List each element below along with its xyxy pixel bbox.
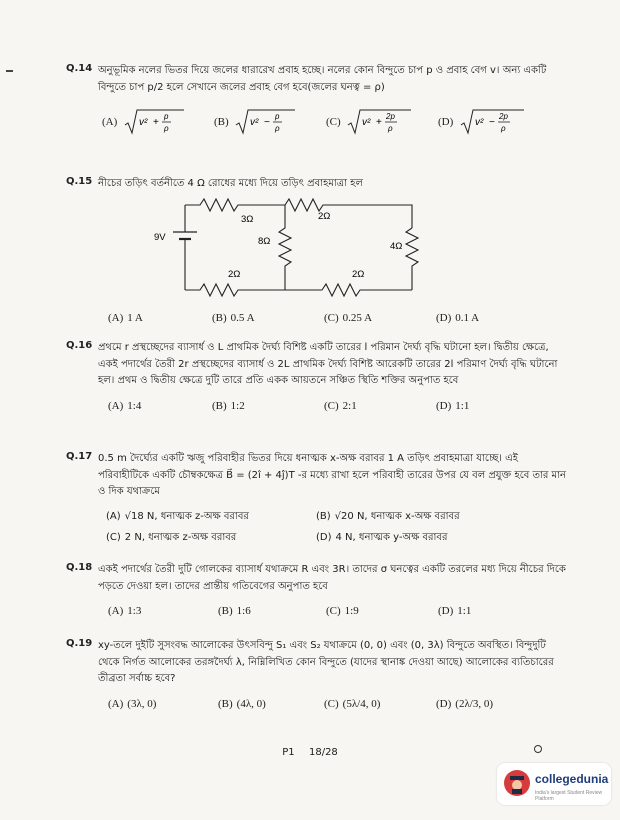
sqrt-base: v²: [475, 117, 484, 128]
options: [108, 400, 566, 412]
question-17: [66, 451, 566, 547]
question-number: Q.15: [66, 176, 93, 187]
option-a[interactable]: [102, 108, 214, 136]
page-number: 18/28: [308, 747, 338, 758]
sqrt-sign: −: [489, 117, 495, 128]
question-16: [66, 340, 566, 412]
question-text: xy-তলে দুইটি সুসংবদ্ধ আলোকের উৎসবিন্দু S₁ এবং S₂ যথাক্রমে (0, 0) এবং (0, 3λ) বিন্দুতে অবস্থিত। বিন্দুদুটি থেকে নির্গত আলোকের তরঙ্গদৈর্ঘ্য λ, নিম্নিলিখিত কোন বিন্দুতে (যাদের স্থানাঙ্ক দেওয়া আছে) আলোকের ব্যতিচারের তীব্রতা সর্বাচ্চ হবে?: [98, 640, 554, 684]
page-footer: [0, 747, 620, 758]
question-number: Q.14: [66, 63, 93, 74]
option-b[interactable]: (B) 1:6: [218, 605, 251, 617]
question-text: প্রথমে r প্রস্থচ্ছেদের ব্যাসার্ধ ও L প্রাথমিক দৈর্ঘ্য বিশিষ্ট একটি তারের l পরিমান দৈর্ঘ্য বৃদ্ধি ঘটানো হল। দ্বিতীয় ক্ষেত্রে, একই পদার্থের তৈরী 2r প্রস্থচ্ছেদের ব্যাসার্ধ ও 2L প্রাথমিক দৈর্ঘ্য বিশিষ্ট আরেকটি তারের 2l পরিমাণ দৈর্ঘ্য বৃদ্ধি ঘটানো হল। প্রথম ও দ্বিতীয় ক্ষেত্রে দুটি তারে প্রতি একক আয়তনে সঞ্চিত স্থিতি শক্তির অনুপাত হবে: [98, 342, 558, 386]
sqrt-expression: [124, 108, 186, 136]
question-number: Q.16: [66, 340, 93, 351]
option-c[interactable]: (C) 2 N, ধনাত্মক z-অক্ষ বরাবর: [106, 531, 237, 543]
question-text: একই পদার্থের তৈরী দুটি গোলকের ব্যাসার্ধ যথাক্রমে R এবং 3R। তাদের σ ঘনত্বের একটি তরলের মধ্য দিয়ে নীচের দিকে পড়তে দেওয়া হল। তাদের প্রান্তীয় গতিবেগের অনুপাত হবে: [98, 564, 566, 592]
option-c[interactable]: (C) 0.25 A: [324, 312, 373, 324]
collegedunia-logo: [497, 763, 611, 805]
resistor-label-top-2ohm: 2Ω: [318, 211, 331, 222]
option-label: (B): [214, 115, 229, 128]
option-a[interactable]: (A) 1:3: [108, 605, 142, 617]
fraction-denominator: ρ: [388, 124, 394, 133]
sqrt-sign: +: [153, 117, 159, 128]
logo-icon: [504, 770, 530, 796]
sqrt-sign: −: [264, 117, 271, 128]
question-18: [66, 562, 566, 617]
fraction-numerator: p: [275, 112, 280, 121]
option-a[interactable]: (A) √18 N, ধনাত্মক z-অক্ষ বরাবর: [106, 510, 249, 522]
page-label: P1: [282, 747, 295, 758]
option-b[interactable]: (B) 0.5 A: [212, 312, 255, 324]
question-text: নীচের তড়িৎ বর্তনীতে 4 Ω রোধের মধ্যে দিয়ে তড়িৎ প্রবাহমাত্রা হল: [98, 178, 363, 189]
option-a[interactable]: (A) (3λ, 0): [108, 697, 157, 710]
margin-mark: [6, 70, 13, 72]
option-d[interactable]: (D) (2λ/3, 0): [436, 697, 493, 710]
question-number: Q.19: [66, 638, 93, 649]
option-d[interactable]: (D) 1:1: [438, 605, 472, 617]
fraction-denominator: ρ: [275, 124, 281, 133]
logo-name: collegedunia: [535, 772, 609, 786]
option-c[interactable]: (C) 1:9: [326, 605, 359, 617]
option-d[interactable]: [438, 108, 550, 136]
fraction-numerator: 2p: [386, 112, 396, 121]
options: [108, 605, 566, 617]
options: [108, 312, 566, 324]
fraction-denominator: ρ: [501, 124, 506, 133]
sqrt-sign: +: [376, 117, 383, 128]
question-text: অনুভূমিক নলের ভিতর দিয়ে জলের ধারারেখ প্রবাহ হচ্ছে। নলের কোন বিন্দুতে চাপ p ও প্রবাহ বেগ v। অন্য একটি বিন্দুতে চাপ p/2 হলে সেখানে জলের প্রবাহ বেগ হবে(জলের ঘনত্ব = ρ): [98, 65, 547, 93]
sqrt-base: v²: [250, 117, 259, 128]
sqrt-base: v²: [362, 117, 371, 128]
option-a[interactable]: (A) 1 A: [108, 312, 143, 324]
circle-mark-icon: [534, 745, 542, 753]
question-15-options: [66, 312, 566, 324]
fraction-numerator: 2p: [499, 112, 508, 121]
question-14: [66, 63, 566, 136]
fraction-denominator: ρ: [164, 124, 169, 133]
option-b[interactable]: (B) (4λ, 0): [218, 697, 266, 710]
question-number: Q.17: [66, 451, 93, 462]
option-label: (A): [102, 115, 118, 128]
sqrt-expression: [347, 108, 413, 136]
resistor-label-4ohm: 4Ω: [390, 241, 403, 252]
option-d[interactable]: (D) 1:1: [436, 399, 470, 412]
options: [108, 698, 566, 710]
option-c[interactable]: (C) 2:1: [324, 399, 357, 412]
resistor-label-8ohm: 8Ω: [258, 236, 271, 247]
question-text: 0.5 m দৈর্ঘ্যের একটি ঋজু পরিবাহীর ভিতর দিয়ে ধনাত্মক x-অক্ষ বরাবর 1 A তড়িৎ প্রবাহমাত্রা যাচ্ছে। এই পরিবাহীটিকে একটি চৌম্বকক্ষেত্র B⃗ = (2î + 4ĵ)T -র মধ্যে রাখা হলে পরিবাহী তারের উপর যে বল প্রযুক্ত হবে তার মান ও দিক যথাক্রমে: [98, 453, 566, 497]
question-19: [66, 638, 566, 710]
circuit-diagram: [140, 192, 440, 304]
fraction-numerator: p: [164, 112, 169, 121]
resistor-label-bottom-right-2ohm: 2Ω: [352, 269, 365, 280]
question-15: [66, 176, 566, 193]
option-b[interactable]: (B) 1:2: [212, 399, 245, 412]
option-c[interactable]: [326, 108, 438, 136]
option-b[interactable]: [214, 108, 326, 136]
battery-label: 9V: [154, 232, 166, 243]
option-d[interactable]: (D) 4 N, ধনাত্মক y-অক্ষ বরাবর: [316, 531, 448, 543]
sqrt-expression: [460, 108, 526, 136]
options: [102, 108, 566, 136]
option-b[interactable]: (B) √20 N, ধনাত্মক x-অক্ষ বরাবর: [316, 510, 460, 522]
option-d[interactable]: (D) 0.1 A: [436, 312, 480, 324]
options: [106, 509, 566, 547]
sqrt-expression: [235, 108, 297, 136]
question-number: Q.18: [66, 562, 93, 573]
sqrt-base: v²: [139, 117, 148, 128]
logo-tagline: India's largest Student Review Platform: [535, 790, 603, 802]
option-label: (D): [438, 115, 454, 128]
option-label: (C): [326, 115, 341, 128]
option-a[interactable]: (A) 1:4: [108, 399, 142, 412]
resistor-label-bottom-left-2ohm: 2Ω: [228, 269, 241, 280]
option-c[interactable]: (C) (5λ/4, 0): [324, 697, 381, 710]
resistor-label-3ohm: 3Ω: [241, 214, 254, 225]
